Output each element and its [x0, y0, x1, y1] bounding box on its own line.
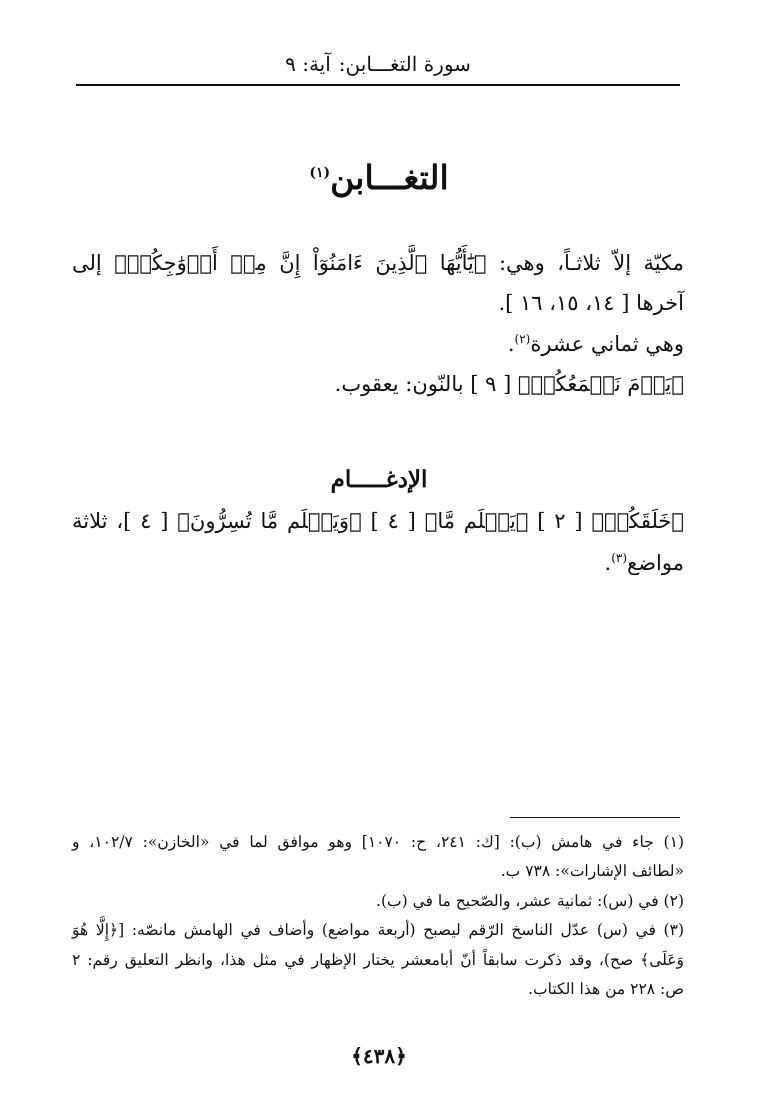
header-surah-label: سورة التغـــابن: [338, 52, 471, 76]
intro-footnote-ref-2[interactable]: (٢) [514, 331, 531, 346]
intro-line-3 [72, 331, 684, 357]
header-ayah-label: آية: ٩ [285, 52, 331, 76]
idgham-section [72, 508, 684, 577]
footnote-1-line-2: «لطائف الإشارات»: ٧٣٨ ب. [500, 862, 684, 881]
intro-line-3-end: . [507, 331, 515, 356]
surah-footnote-ref[interactable]: (١) [309, 165, 331, 181]
surah-title [0, 158, 758, 197]
footnote-1-line-1: (١) جاء في هامش (ب): [ك: ٢٤١، ح: ١٠٧٠] وهو موافق لما في «الخازن»: ١٠٢/٧، و [72, 833, 684, 851]
running-header [76, 44, 680, 86]
idgham-line-1: ﴿خَلَقَكُمۡ﴾ [ ٢ ] ﴿يَعۡلَم مَّا﴾ [ ٤ ] ﴿وَيَعۡلَم مَّا تُسِرُّونَ﴾ [ ٤ ]، ثلاثة [72, 509, 685, 533]
surah-name: التغـــابن [330, 158, 449, 197]
intro-line-2: آخرها [ ١٤، ١٥، ١٦ ]. [498, 291, 684, 316]
footnote-2-line-1: (٢) في (س): ثمانية عشر، والصّحيح ما في (ب). [376, 891, 684, 910]
idgham-line-2 [72, 550, 684, 576]
footnotes [72, 828, 684, 1005]
page-number: ﴿٤٣٨﴾ [351, 1044, 407, 1068]
footnote-3-line-1: (٣) في (س) عدّل الناسخ الرّقم ليصبح (أربعة مواضع) وأضاف في الهامش مانصّه: [﴿إِلَّا هُوَ [72, 921, 684, 940]
intro-section [72, 250, 684, 397]
intro-line-1: مكيّة إلاّ ثلاثـاً، وهي: ﴿يَٰٓأَيُّهَا ٱلَّذِينَ ءَامَنُوٓاْ إِنَّ مِنۡ أَزۡوَٰجِكُمۡ﴾ إلى [72, 251, 684, 275]
footnote-3-line-2: وَعَلَى﴾ صح)، وقد ذكرت سابقاً أنّ أبامعشر يختار الإظهار في مثل هذا، وانظر التعليق رقم: ٢ [72, 950, 684, 969]
idgham-footnote-ref-3[interactable]: (٣) [611, 551, 628, 566]
idgham-heading: الإدغـــــام [330, 466, 428, 493]
footnote-3-line-3: ص: ٢٢٨ من هذا الكتاب. [528, 980, 684, 999]
idgham-line-2-text: مواضع [627, 551, 684, 576]
footnote-separator [510, 817, 680, 818]
intro-line-3-text: وهي ثماني عشرة [530, 331, 684, 356]
intro-line-4: ﴿يَوۡمَ نَجۡمَعُكُمۡ﴾ [ ٩ ] بالنّون: يعقوب. [334, 371, 684, 396]
idgham-line-2-end: . [604, 551, 612, 576]
